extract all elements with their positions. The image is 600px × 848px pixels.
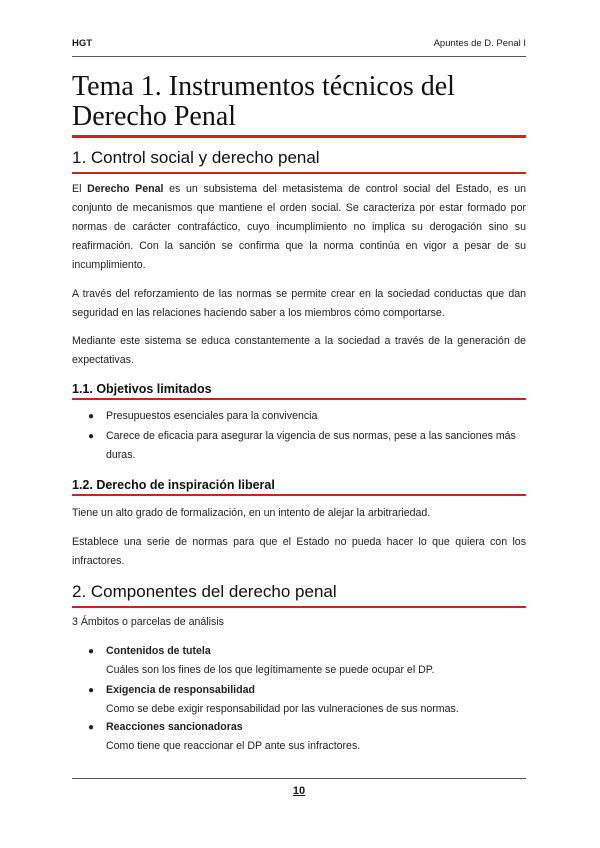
subsection-1-1-heading: 1.1. Objetivos limitados <box>72 382 212 396</box>
page-title: Tema 1. Instrumentos técnicos del Derecho Penal <box>72 71 455 132</box>
page-number: 10 <box>292 785 306 797</box>
subsection-1-2-heading: 1.2. Derecho de inspiración liberal <box>72 478 275 492</box>
subsection-1-2-paragraph-2: Establece una serie de normas para que el Estado no pueda hacer lo que quiera con los infractores. <box>72 536 526 567</box>
bullet-icon: ● <box>88 411 95 422</box>
subsection-1-2-rule <box>72 494 526 496</box>
header-rule <box>72 56 526 57</box>
item-description: Como se debe exigir responsabilidad por las vulneraciones de sus normas. <box>106 703 459 715</box>
title-rule <box>72 135 526 138</box>
subsection-1-1-rule <box>72 398 526 400</box>
section-1-rule <box>72 172 526 174</box>
section-2-heading: 2. Componentes del derecho penal <box>72 582 337 601</box>
header-title: Apuntes de D. Penal I <box>433 38 526 49</box>
item-title: Exigencia de responsabilidad <box>106 684 255 696</box>
section-1-paragraph-3: Mediante este sistema se educa constantemente a la sociedad a través de la generación de expectativas. <box>72 335 526 366</box>
section-1-paragraph-2: A través del reforzamiento de las normas se permite crear en la sociedad conductas que dan seguridad en las relaciones haciendo saber a los miembros cómo comportarse. <box>72 288 526 319</box>
subsection-1-2-paragraph-1: Tiene un alto grado de formalización, en un intento de alejar la arbitrariedad. <box>72 507 431 519</box>
bullet-icon: ● <box>88 685 95 696</box>
document-page: HGT Apuntes de D. Penal I Tema 1. Instrumentos técnicos del Derecho Penal 1. Control social y derecho penal El Derecho Penal es un subsistema del metasistema de control social del Estado, es un conjunto de mecanismos que mantiene el orden social. Se caracteriza por estar formado por normas de carácter contrafáctico, cuyo incumplimiento no implica su derogación sino su reafirmación. Con la sanción se confirma que la norma continúa en vigor a pesar de su incumplimiento. A través del reforzamiento de las normas se permite crear en la sociedad conductas que dan seguridad en las relaciones haciendo saber a los miembros cómo comportarse. Mediante este sistema se educa constantemente a la sociedad a través de la generación de expectativas. 1.1. Objetivos limitados ● Presupuestos esenciales para la convivencia ● Carece de eficacia para asegurar la vigencia de sus normas, pese a las sanciones más duras. 1.2. Derecho de inspiración liberal Tiene un alto grado de formalización, en un intento de alejar la arbitrariedad. Establece una serie de normas para que el Estado no pueda hacer lo que quiera con los infractores. 2. Componentes del derecho penal 3 Ámbitos o parcelas de análisis ● Contenidos de tutela Cuáles son los fines de los que legítimamente se puede ocupar el DP. ● Exigencia de responsabilidad Como se debe exigir responsabilidad por las vulneraciones de sus normas. ● Reacciones sancionadoras Como tiene que reaccionar el DP ante sus infractores. 10 <box>72 38 526 797</box>
item-description: Como tiene que reaccionar el DP ante sus infractores. <box>106 740 361 752</box>
bullet-icon: ● <box>88 431 95 442</box>
page-header <box>72 38 526 52</box>
bullet-icon: ● <box>88 646 95 657</box>
header-author: HGT <box>72 38 93 49</box>
section-2-intro: 3 Ámbitos o parcelas de análisis <box>72 616 224 628</box>
footer-rule <box>72 778 526 779</box>
item-description: Cuáles son los fines de los que legítimamente se puede ocupar el DP. <box>106 664 435 676</box>
item-title: Contenidos de tutela <box>106 645 211 657</box>
item-title: Reacciones sancionadoras <box>106 721 243 733</box>
section-1-paragraph-1: El Derecho Penal es un subsistema del metasistema de control social del Estado, es un conjunto de mecanismos que mantiene el orden social. Se caracteriza por estar formado por normas de carácter contrafáctico, cuyo incumplimiento no implica su derogación sino su reafirmación. Con la sanción se confirma que la norma continúa en vigor a pesar de su incumplimiento. <box>72 183 526 271</box>
section-2-rule <box>72 606 526 608</box>
bullet-icon: ● <box>88 722 95 733</box>
section-1-heading: 1. Control social y derecho penal <box>72 148 320 167</box>
